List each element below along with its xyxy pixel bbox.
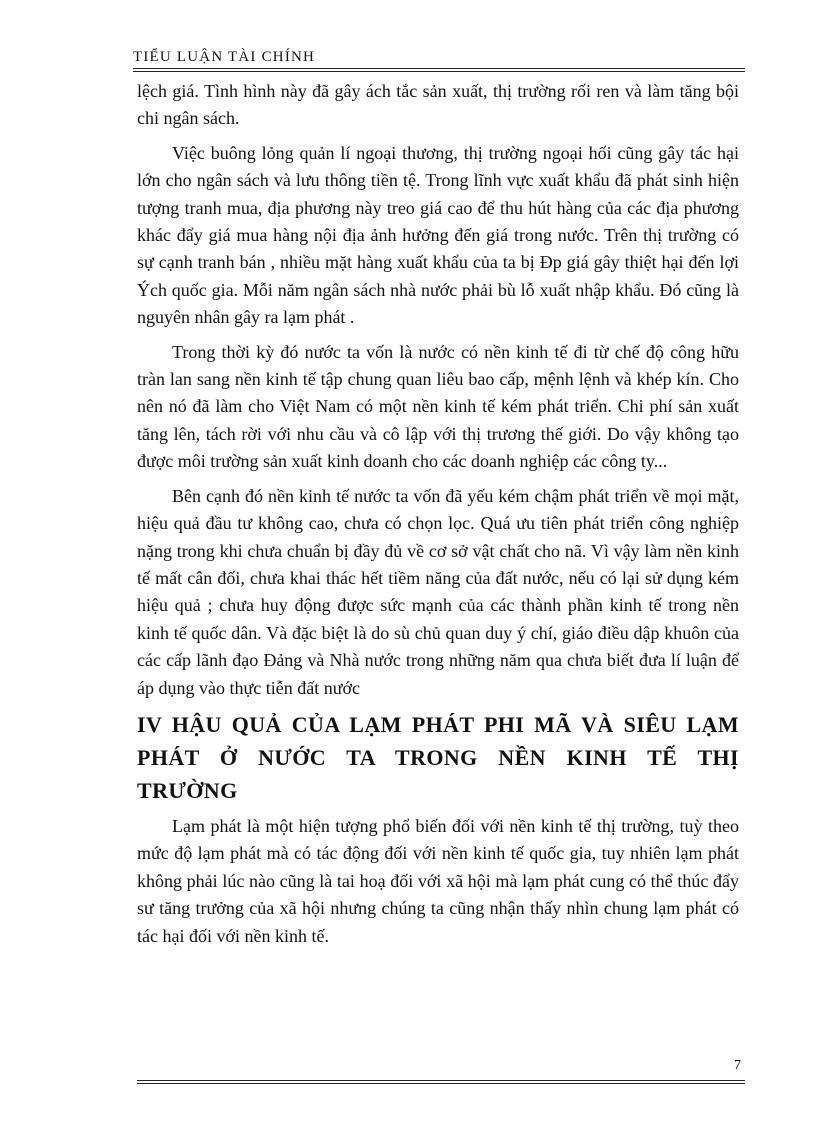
paragraph-inflation-effects: Lạm phát là một hiện tượng phổ biến đối với nền kinh tế thị trường, tuỳ theo mức độ lạm phát mà có tác động đối với nền kinh tế quốc gia, tuy nhiên lạm phát không phải lúc nào cũng là tai hoạ đối với xã hội mà lạm phát cung có thể thúc đẩy sư tăng trưởng của xã hội nhưng chúng ta cũng nhận thấy nhìn chung lạm phát có tác hại đối với nền kinh tế.	[137, 815, 739, 946]
page-header	[133, 48, 745, 72]
paragraph-foreign-trade: Việc buông lỏng quản lí ngoại thương, thị trường ngoại hối cũng gây tác hại lớn cho ngân sách và lưu thông tiền tệ. Trong lĩnh vực xuất khẩu đã phát sinh hiện tượng tranh mua, địa phương này treo giá cao để thu hút hàng của các địa phương khác đẩy giá mua hàng nội địa ảnh hưởng đến giá trong nước. Trên thị trường có sự cạnh tranh bán , nhiều mặt hàng xuất khẩu của ta bị Đp giá gây thiệt hại đến lợi Ých quốc gia. Mỗi năm ngân sách nhà nước phải bù lỗ xuất nhập khẩu. Đó cũng là nguyên nhân gây ra lạm phát .	[137, 142, 739, 328]
header-rule-thick	[133, 68, 745, 69]
footer-rule-thin	[137, 1083, 745, 1084]
paragraph-continuation: lệch giá. Tình hình này đã gây ách tắc sản xuất, thị trường rối ren và làm tăng bội chi ngân sách.	[137, 81, 739, 129]
page-number: 7	[734, 1058, 741, 1073]
paragraph-economy-period: Trong thời kỳ đó nước ta vốn là nước có nền kinh tế đi từ chế độ công hữu tràn lan sang nền kinh tế tập chung quan liêu bao cấp, mệnh lệnh và khép kín. Cho nên nó đã làm cho Việt Nam có một nền kinh tế kém phát triển. Chi phí sản xuất tăng lên, tách rời với nhu cầu và cô lập với thị trương thế giới. Do vậy không tạo được môi trường sản xuất kinh doanh cho các doanh nghiệp các công ty...	[137, 341, 739, 472]
header-title: TIỂU LUẬN TÀI CHÍNH	[133, 49, 316, 65]
footer-rules	[137, 1080, 745, 1084]
header-rule-thin	[133, 71, 745, 72]
footer-rule-thick	[137, 1080, 745, 1081]
paragraph-weak-economy: Bên cạnh đó nền kinh tế nước ta vốn đã yếu kém chậm phát triển về mọi mặt, hiệu quả đầu tư không cao, chưa có chọn lọc. Quá ưu tiên phát triển công nghiệp nặng trong khi chưa chuẩn bị đầy đủ về cơ sở vật chất cho nã. Vì vậy làm nền kinh tế mất cân đối, chưa khai thác hết tiềm năng của đất nước, nếu có lại sử dụng kém hiệu quả ; chưa huy động được sức mạnh của các thành phần kinh tế trong nền kinh tế quốc dân. Và đặc biệt là do sù chủ quan duy ý chí, giáo điều dập khuôn của các cấp lãnh đạo Đảng và Nhà nước trong những năm qua chưa biết đưa lí luận để áp dụng vào thực tiễn đất nước	[137, 485, 739, 698]
document-body	[137, 78, 739, 950]
section-heading: IV HẬU QUẢ CỦA LẠM PHÁT PHI MÃ VÀ SIÊU LẠM PHÁT Ở NƯỚC TA TRONG NỀN KINH TẾ THỊ TRƯỜNG	[137, 711, 739, 803]
